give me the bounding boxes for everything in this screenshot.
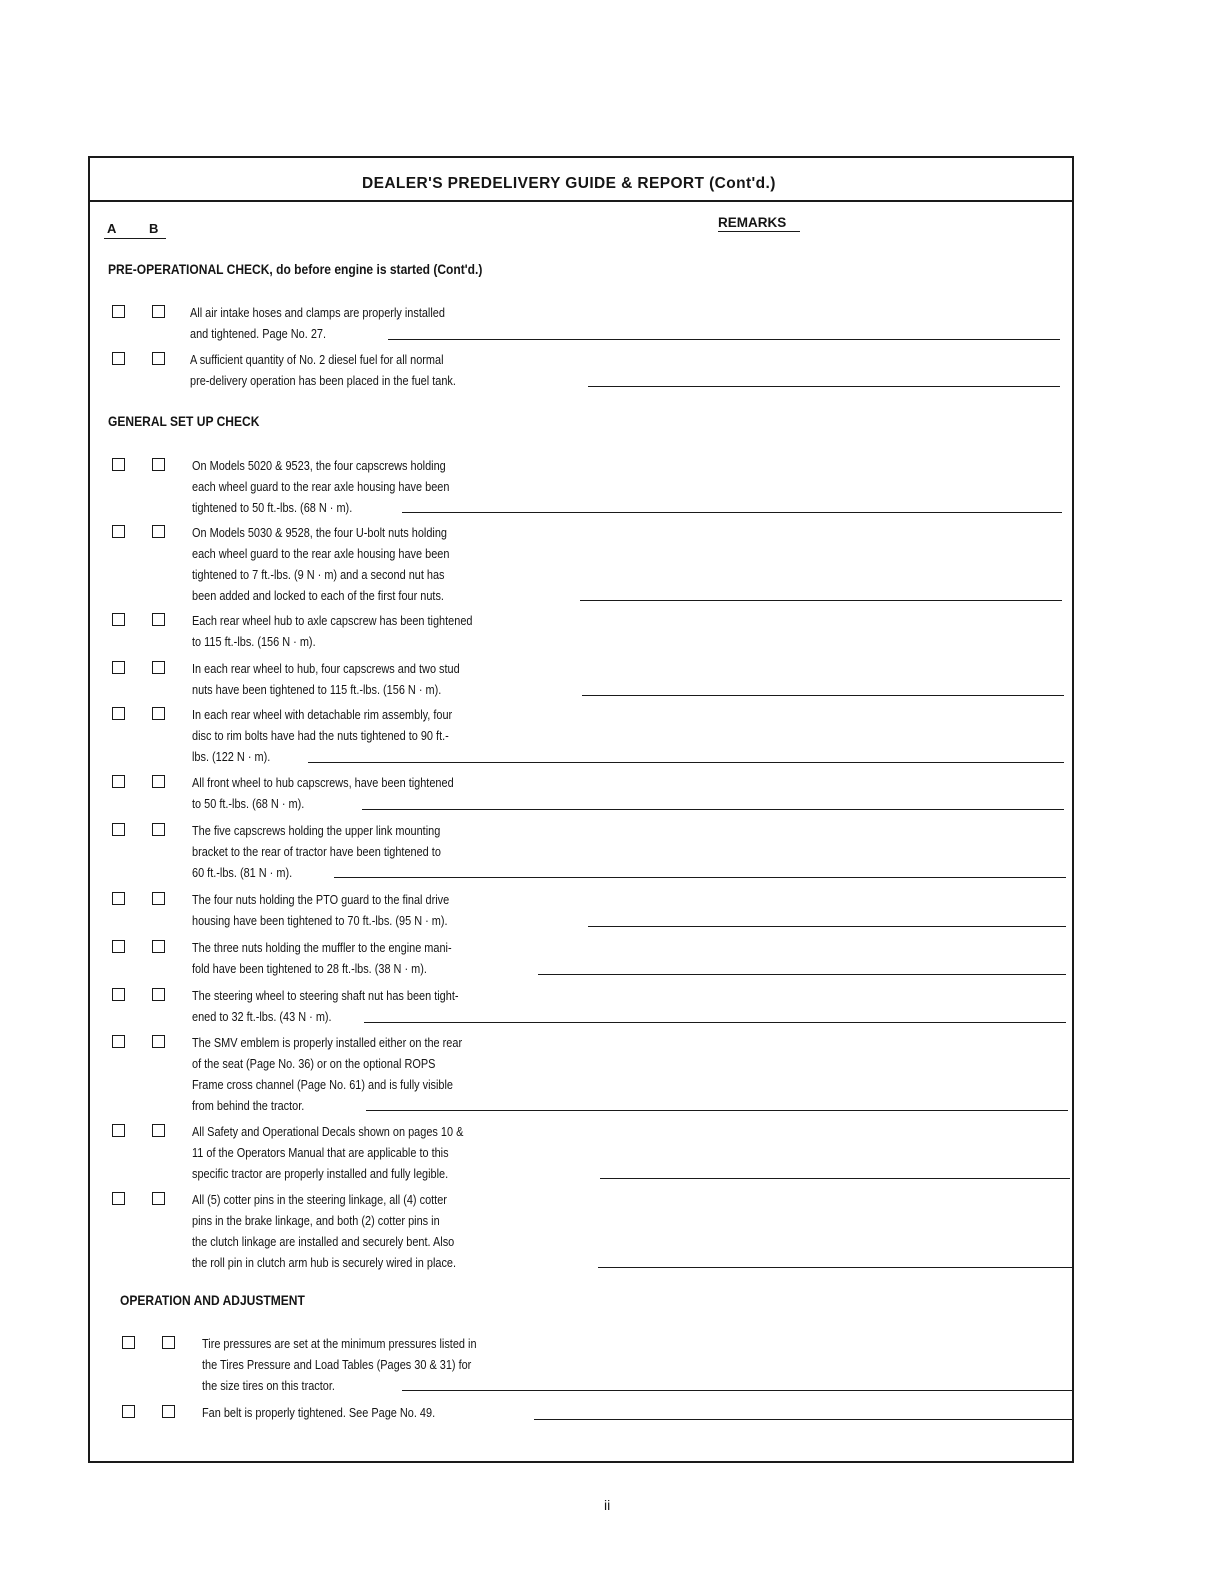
remarks-line[interactable] (534, 1419, 1074, 1420)
item-text: Tire pressures are set at the minimum pressures listed in the Tires Pressure and Load Tables (Pages 30 & 31) for the size tires on this tractor. (202, 1336, 477, 1393)
column-header-underline (104, 238, 166, 239)
section-heading-pre-operational (108, 261, 482, 277)
remarks-line[interactable] (334, 877, 1066, 878)
checkbox-a[interactable] (112, 1035, 125, 1048)
checkbox-a[interactable] (112, 988, 125, 1001)
remarks-line[interactable] (598, 1267, 1072, 1268)
checkbox-b[interactable] (152, 1124, 165, 1137)
checkbox-a[interactable] (112, 352, 125, 365)
page-number: ii (604, 1497, 611, 1513)
item-text: Each rear wheel hub to axle capscrew has been tightened to 115 ft.-lbs. (156 N · m). (192, 613, 473, 649)
checkbox-b[interactable] (152, 661, 165, 674)
checkbox-b[interactable] (152, 988, 165, 1001)
checkbox-a[interactable] (112, 305, 125, 318)
checkbox-b[interactable] (152, 940, 165, 953)
item-text: All air intake hoses and clamps are properly installed and tightened. Page No. 27. (190, 305, 445, 341)
remarks-line[interactable] (588, 926, 1066, 927)
checkbox-a[interactable] (112, 613, 125, 626)
item-text: On Models 5030 & 9528, the four U-bolt nuts holding each wheel guard to the rear axle housing have been tightened to 7 ft.-lbs. (9 N · m) and a second nut has been added and locked to each of the first four nuts. (192, 525, 450, 603)
checkbox-a[interactable] (112, 525, 125, 538)
item-text: A sufficient quantity of No. 2 diesel fuel for all normal pre-delivery operation has been placed in the fuel tank. (190, 352, 456, 388)
checkbox-b[interactable] (152, 458, 165, 471)
checkbox-b[interactable] (162, 1405, 175, 1418)
checkbox-a[interactable] (112, 707, 125, 720)
checkbox-b[interactable] (152, 707, 165, 720)
remarks-line[interactable] (402, 1390, 1074, 1391)
title-bar (90, 158, 1072, 202)
remarks-line[interactable] (580, 600, 1062, 601)
checkbox-a[interactable] (112, 1192, 125, 1205)
section-heading-operation (120, 1292, 305, 1308)
remarks-line[interactable] (366, 1110, 1068, 1111)
checkbox-a[interactable] (122, 1336, 135, 1349)
checkbox-a[interactable] (112, 1124, 125, 1137)
checkbox-b[interactable] (152, 823, 165, 836)
item-text: On Models 5020 & 9523, the four capscrews holding each wheel guard to the rear axle housing have been tightened to 50 ft.-lbs. (68 N · m). (192, 458, 450, 515)
checkbox-a[interactable] (112, 775, 125, 788)
column-a-header: A (107, 221, 117, 236)
remarks-line[interactable] (308, 762, 1064, 763)
item-text: The three nuts holding the muffler to the engine mani- fold have been tightened to 28 ft.-lbs. (38 N · m). (192, 940, 452, 976)
column-b-header: B (149, 221, 159, 236)
remarks-line[interactable] (362, 809, 1064, 810)
section-title: GENERAL SET UP CHECK (108, 413, 260, 429)
item-text: In each rear wheel with detachable rim assembly, four disc to rim bolts have had the nuts tightened to 90 ft.- lbs. (122 N · m). (192, 707, 453, 764)
checkbox-a[interactable] (112, 823, 125, 836)
checkbox-b[interactable] (152, 1035, 165, 1048)
checkbox-a[interactable] (112, 892, 125, 905)
item-text: All Safety and Operational Decals shown on pages 10 & 11 of the Operators Manual that are applicable to this specific tractor are properly installed and fully legible. (192, 1124, 464, 1181)
checkbox-a[interactable] (112, 458, 125, 471)
item-text: The steering wheel to steering shaft nut has been tight- ened to 32 ft.-lbs. (43 N · m). (192, 988, 459, 1024)
checkbox-b[interactable] (152, 1192, 165, 1205)
item-text: The five capscrews holding the upper link mounting bracket to the rear of tractor have been tightened to 60 ft.-lbs. (81 N · m). (192, 823, 441, 880)
checkbox-b[interactable] (152, 525, 165, 538)
section-heading-general-setup (108, 413, 259, 429)
remarks-line[interactable] (402, 512, 1062, 513)
remarks-line[interactable] (588, 386, 1060, 387)
remarks-line[interactable] (538, 974, 1066, 975)
checkbox-b[interactable] (162, 1336, 175, 1349)
remarks-header: REMARKS (718, 215, 800, 232)
checkbox-b[interactable] (152, 613, 165, 626)
item-text: The four nuts holding the PTO guard to the final drive housing have been tightened to 70 ft.-lbs. (95 N · m). (192, 892, 450, 928)
checkbox-b[interactable] (152, 892, 165, 905)
report-frame (88, 156, 1074, 1463)
remarks-line[interactable] (388, 339, 1060, 340)
section-title: PRE-OPERATIONAL CHECK, (108, 261, 273, 277)
page-title: DEALER'S PREDELIVERY GUIDE & REPORT (Cont'd.) (362, 175, 776, 192)
section-title: OPERATION AND ADJUSTMENT (120, 1292, 305, 1308)
checkbox-a[interactable] (122, 1405, 135, 1418)
checkbox-a[interactable] (112, 661, 125, 674)
checkbox-b[interactable] (152, 775, 165, 788)
item-text: The SMV emblem is properly installed either on the rear of the seat (Page No. 36) or on the optional ROPS Frame cross channel (Page No. 61) and is fully visible from behind the tractor. (192, 1035, 463, 1113)
remarks-line[interactable] (582, 695, 1064, 696)
checkbox-b[interactable] (152, 305, 165, 318)
item-text: Fan belt is properly tightened. See Page No. 49. (202, 1405, 436, 1420)
remarks-line[interactable] (600, 1178, 1070, 1179)
item-text: All (5) cotter pins in the steering linkage, all (4) cotter pins in the brake linkage, and both (2) cotter pins in the clutch linkage are installed and securely bent. Also the roll pin in clutch arm hub is securely wired in place. (192, 1192, 457, 1270)
checkbox-b[interactable] (152, 352, 165, 365)
checkbox-a[interactable] (112, 940, 125, 953)
item-text: All front wheel to hub capscrews, have been tightened to 50 ft.-lbs. (68 N · m). (192, 775, 454, 811)
remarks-line[interactable] (364, 1022, 1066, 1023)
section-subtitle: do before engine is started (Cont'd.) (276, 261, 483, 277)
item-text: In each rear wheel to hub, four capscrews and two stud nuts have been tightened to 115 ft.-lbs. (156 N · m). (192, 661, 460, 697)
